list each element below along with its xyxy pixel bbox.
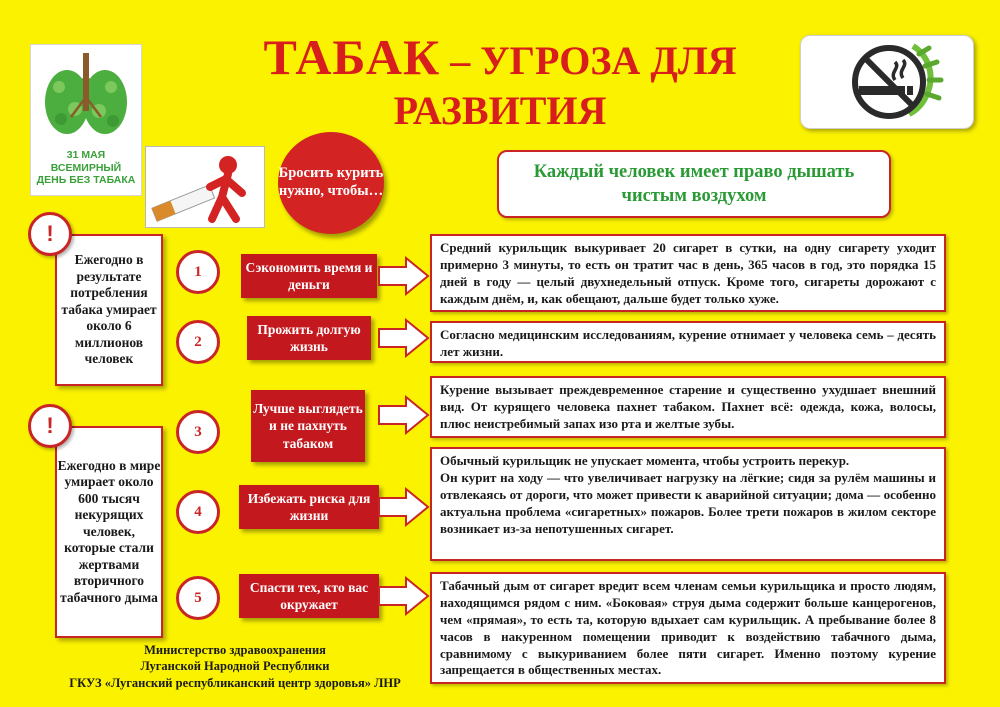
info-text-5: Табачный дым от сигарет вредит всем членам семьи курильщика и просто людям, находящимся рядом с ним. «Боковая» струя дыма содержит больше канцерогенов, чем «прямая», то есть та, которую вдыхает сам курильщик. А пребывание более 8 часов в накуренном помещении приводит к воздействию табачного дыма, сравнимому с выкуриванием более пяти сигарет. Именно поэтому курение запрещается в общественных местах.: [440, 578, 936, 678]
reason-box-5: [239, 574, 379, 618]
arrow-right-icon: [378, 395, 430, 435]
title-line2: РАЗВИТИЯ: [393, 88, 607, 133]
reason-number-5: 5: [176, 576, 220, 620]
info-text-2: Согласно медицинским исследованиям, курение отнимает у человека семь – десять лет жизни.: [440, 327, 936, 359]
footer-line-3: ГКУЗ «Луганский республиканский центр здоровья» ЛНР: [69, 675, 401, 690]
oval-text: Бросить курить нужно, чтобы…: [278, 165, 384, 199]
reason-box-3: [251, 390, 365, 462]
reason-box-2: [247, 316, 371, 360]
footer-line-2: Луганской Народной Республики: [140, 659, 330, 674]
cigarette-figure-image: [145, 146, 265, 228]
info-text-4a: Обычный курильщик не упускает момента, чтобы устроить перекур.: [440, 453, 850, 468]
logo-caption-day: ДЕНЬ БЕЗ ТАБАКА: [36, 174, 136, 187]
reason-box-1: [241, 254, 377, 298]
info-box-1: [430, 234, 946, 312]
world-no-tobacco-day-logo: [30, 44, 142, 196]
reason-label-2: Прожить долгую жизнь: [257, 321, 361, 354]
info-box-3: [430, 376, 946, 438]
arrow-right-icon: [378, 576, 430, 616]
stat-box-passive: [55, 426, 163, 638]
reason-number-2: 2: [176, 320, 220, 364]
reason-number-4: 4: [176, 490, 220, 534]
title-part2: – УГРОЗА ДЛЯ: [440, 38, 737, 83]
footer-line-1: Министерство здравоохранения: [144, 643, 326, 657]
quit-smoking-oval: [278, 132, 384, 234]
info-box-4: [430, 447, 946, 561]
reason-label-3: Лучше выглядеть и не пахнуть табаком: [253, 401, 363, 451]
stat-text-passive: Ежегодно в мире умирает около 600 тысяч некурящих человек, которые стали жертвами вторичного табачного дыма: [57, 457, 161, 605]
warning-icon: !: [28, 212, 72, 256]
lungs-tree-icon: [31, 47, 141, 147]
no-smoking-badge: [800, 35, 974, 129]
reason-label-1: Сэкономить время и деньги: [245, 259, 373, 292]
slogan-text: Каждый человек имеет право дышать чистым воздухом: [533, 161, 855, 206]
page-title: [190, 28, 810, 134]
stat-box-smokers: [55, 234, 163, 386]
warning-icon: !: [28, 404, 72, 448]
title-part1: ТАБАК: [263, 29, 441, 85]
reason-number-1: 1: [176, 250, 220, 294]
logo-caption-world: ВСЕМИРНЫЙ: [50, 161, 122, 174]
stat-text-smokers: Ежегодно в результате потребления табака умирает около 6 миллионов человек: [61, 252, 157, 367]
logo-caption-date: 31 МАЯ: [66, 149, 106, 162]
logo-caption: [31, 149, 141, 187]
no-smoking-icon: [801, 36, 973, 128]
reason-label-5: Спасти тех, кто вас окружает: [249, 579, 369, 612]
arrow-right-icon: [378, 256, 430, 296]
info-text-4b: Он курит на ходу — что увеличивает нагрузку на лёгкие; сидя за рулём машины и отвлекаясь от дороги, что может привести к аварийной ситуации; дома — особенно актуальна проблема «сигаретных» пожаров. Более трети пожаров в жилом секторе возникает из-за непотушенных сигарет.: [440, 469, 936, 536]
reason-box-4: [239, 485, 379, 529]
info-box-2: [430, 321, 946, 363]
info-text-3: Курение вызывает преждевременное старение и существенно ухудшает внешний вид. От курящего человека пахнет табаком. Пахнет всё: одежда, кожа, волосы, плюс неистребимый запах изо рта и желтые зубы.: [440, 382, 936, 431]
info-text-1: Средний курильщик выкуривает 20 сигарет в сутки, на одну сигарету уходит примерно 3 минуты, то есть он тратит час в день, 365 часов в год, это порядка 15 дней в году — целый двухнедельный отпуск. Кроме того, сигареты дорожают с каждым днём, и, как обещают, дальше будет только хуже.: [440, 240, 936, 306]
arrow-right-icon: [378, 487, 430, 527]
reason-label-4: Избежать риска для жизни: [247, 490, 371, 523]
slogan-box: [497, 150, 891, 218]
info-box-5: [430, 572, 946, 684]
reason-number-3: 3: [176, 410, 220, 454]
footer-credits: [20, 642, 450, 691]
cigarette-figure-icon: [146, 147, 264, 227]
arrow-right-icon: [378, 318, 430, 358]
